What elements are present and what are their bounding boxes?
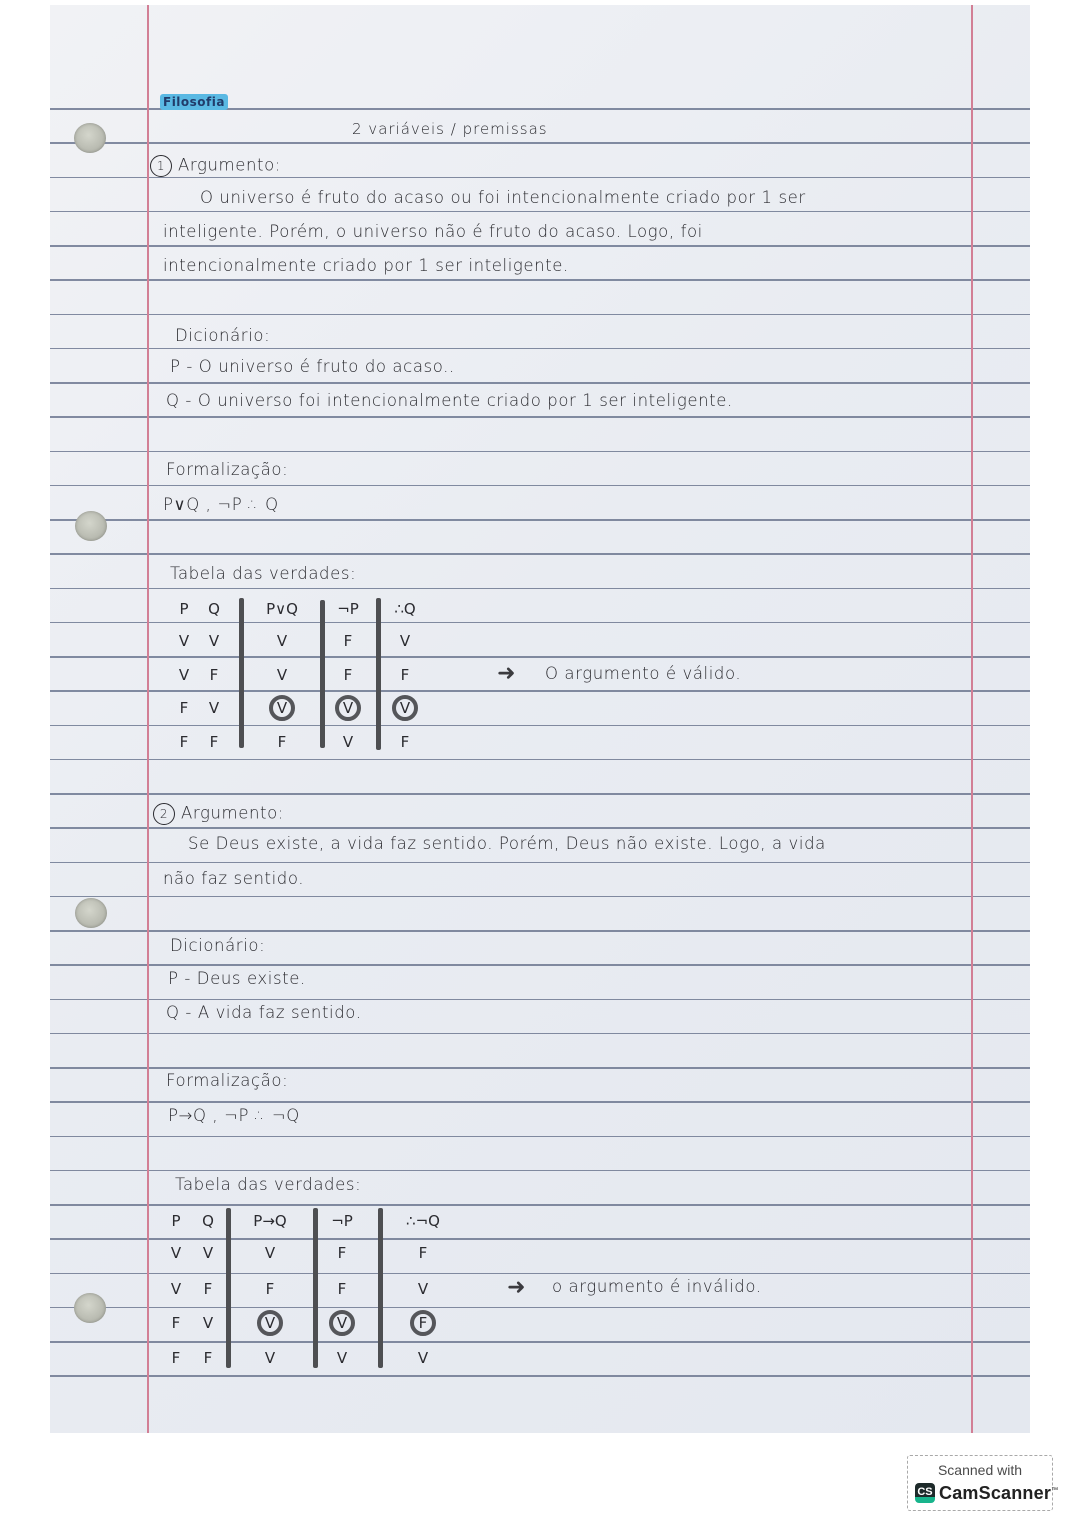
table-cell: V <box>336 1349 348 1367</box>
formalization-2-heading: Formalização: <box>166 1071 289 1090</box>
ruled-line <box>50 1067 1030 1069</box>
truth-table-2-heading: Tabela das verdades: <box>175 1175 362 1194</box>
ruled-line <box>50 1341 1030 1343</box>
table-cell: F <box>265 1280 275 1298</box>
circled-value-mark <box>269 695 295 721</box>
table-header-cell: ¬P <box>331 1212 353 1230</box>
argument-2-text-line: Se Deus existe, a vida faz sentido. Porém, Deus não existe. Logo, a vida <box>188 834 826 853</box>
table-cell: F <box>343 632 353 650</box>
table-cell: F <box>400 733 410 751</box>
ruled-line <box>50 827 1030 829</box>
table-cell: F <box>277 733 287 751</box>
table-cell: F <box>343 666 353 684</box>
ruled-line <box>50 896 1030 898</box>
table-cell: F <box>171 1349 181 1367</box>
truth-table-1-heading: Tabela das verdades: <box>170 564 357 583</box>
table-divider <box>239 598 244 748</box>
table-cell: V <box>264 1314 276 1332</box>
table-cell: V <box>342 733 354 751</box>
table-cell: F <box>418 1314 428 1332</box>
formalization-2-formula: P→Q , ¬P ∴ ¬Q <box>168 1106 300 1125</box>
table-cell: F <box>209 733 219 751</box>
table-cell: V <box>170 1280 182 1298</box>
table-divider <box>320 600 325 748</box>
ruled-line <box>50 314 1030 316</box>
ruled-line <box>50 553 1030 555</box>
ruled-line <box>50 622 1030 624</box>
punch-hole <box>74 1293 106 1323</box>
ruled-line <box>50 1375 1030 1377</box>
ruled-line <box>50 862 1030 864</box>
dictionary-1-entry-q: Q - O universo foi intencionalmente criado por 1 ser inteligente. <box>166 391 733 410</box>
table-divider <box>376 598 381 750</box>
table-cell: V <box>264 1244 276 1262</box>
ruled-line <box>50 348 1030 350</box>
ruled-line <box>50 279 1030 281</box>
ruled-line <box>50 1033 1030 1035</box>
dictionary-2-entry-p: P - Deus existe. <box>168 969 306 988</box>
table-cell: V <box>276 699 288 717</box>
table-cell: F <box>179 699 189 717</box>
ruled-line <box>50 245 1030 247</box>
dictionary-2-entry-q: Q - A vida faz sentido. <box>166 1003 362 1022</box>
table-cell: V <box>264 1349 276 1367</box>
table-header-cell: P∨Q <box>266 600 298 618</box>
subject-label: Filosofia <box>160 94 228 110</box>
table-header-cell: ∴¬Q <box>406 1212 440 1230</box>
table-header-cell: P <box>171 1212 181 1230</box>
table-cell: V <box>276 632 288 650</box>
circled-value-mark <box>392 695 418 721</box>
ruled-line <box>50 382 1030 384</box>
notebook-page <box>50 5 1030 1433</box>
table-cell: V <box>202 1244 214 1262</box>
table-cell: F <box>337 1280 347 1298</box>
number-badge: 2 <box>153 803 175 825</box>
ruled-line <box>50 930 1030 932</box>
punch-hole <box>75 898 107 928</box>
table-cell: F <box>400 666 410 684</box>
ruled-line <box>50 964 1030 966</box>
left-margin-line <box>147 5 149 1433</box>
formalization-1-formula: P∨Q , ¬P ∴ Q <box>163 495 279 514</box>
table-cell: V <box>208 699 220 717</box>
page-title: 2 variáveis / premissas <box>352 120 548 138</box>
ruled-line <box>50 1307 1030 1309</box>
right-margin-line <box>971 5 973 1433</box>
argument-1-text-line: O universo é fruto do acaso ou foi intencionalmente criado por 1 ser <box>200 188 806 207</box>
circled-value-mark <box>257 1310 283 1336</box>
camscanner-logo-icon: CS <box>915 1483 935 1503</box>
table-cell: V <box>202 1314 214 1332</box>
ruled-line <box>50 588 1030 590</box>
table-header-cell: P <box>179 600 189 618</box>
dictionary-2-heading: Dicionário: <box>170 936 266 955</box>
table-header-cell: Q <box>202 1212 214 1230</box>
ruled-line <box>50 1101 1030 1103</box>
table-cell: V <box>208 632 220 650</box>
circled-value-mark <box>335 695 361 721</box>
table-cell: F <box>337 1244 347 1262</box>
table-header-cell: ¬P <box>337 600 359 618</box>
dictionary-1-heading: Dicionário: <box>175 326 271 345</box>
table-cell: V <box>342 699 354 717</box>
table-cell: F <box>418 1244 428 1262</box>
ruled-line <box>50 519 1030 521</box>
watermark-brand: CamScanner™ <box>939 1483 1059 1503</box>
argument-1-heading: 1 Argumento: <box>150 155 281 177</box>
conclusion-2: o argumento é inválido. <box>552 1277 762 1296</box>
ruled-line <box>50 1170 1030 1172</box>
argument-2-heading: 2 Argumento: <box>153 803 284 825</box>
circled-value-mark <box>410 1310 436 1336</box>
table-cell: V <box>178 632 190 650</box>
formalization-1-heading: Formalização: <box>166 460 289 479</box>
ruled-line <box>50 759 1030 761</box>
ruled-line <box>50 485 1030 487</box>
argument-2-text-line: não faz sentido. <box>163 869 305 888</box>
table-cell: F <box>203 1349 213 1367</box>
table-cell: V <box>170 1244 182 1262</box>
ruled-line <box>50 1273 1030 1275</box>
number-badge: 1 <box>150 155 172 177</box>
circled-value-mark <box>329 1310 355 1336</box>
table-divider <box>226 1208 231 1368</box>
argument-1-text-line: intencionalmente criado por 1 ser inteligente. <box>163 256 569 275</box>
ruled-line <box>50 1204 1030 1206</box>
arrow-right-icon: ➜ <box>507 1275 526 1300</box>
table-cell: F <box>203 1280 213 1298</box>
table-cell: V <box>399 699 411 717</box>
table-header-cell: ∴Q <box>394 600 416 618</box>
table-cell: V <box>417 1280 429 1298</box>
arrow-right-icon: ➜ <box>497 661 516 686</box>
ruled-line <box>50 416 1030 418</box>
table-cell: F <box>171 1314 181 1332</box>
ruled-line <box>50 451 1030 453</box>
table-cell: V <box>336 1314 348 1332</box>
table-divider <box>378 1208 383 1368</box>
ruled-line <box>50 725 1030 727</box>
table-cell: V <box>276 666 288 684</box>
ruled-line <box>50 211 1030 213</box>
table-cell: V <box>178 666 190 684</box>
camscanner-watermark <box>907 1455 1059 1511</box>
argument-1-text-line: inteligente. Porém, o universo não é fruto do acaso. Logo, foi <box>163 222 703 241</box>
table-header-cell: P→Q <box>253 1212 287 1230</box>
ruled-line <box>50 999 1030 1001</box>
watermark-caption: Scanned with <box>937 1462 1023 1478</box>
ruled-line <box>50 690 1030 692</box>
conclusion-1: O argumento é válido. <box>545 664 742 683</box>
table-cell: V <box>417 1349 429 1367</box>
punch-hole <box>75 511 107 541</box>
punch-hole <box>74 123 106 153</box>
dictionary-1-entry-p: P - O universo é fruto do acaso.. <box>170 357 455 376</box>
table-header-cell: Q <box>208 600 220 618</box>
table-cell: V <box>399 632 411 650</box>
table-cell: F <box>179 733 189 751</box>
ruled-line <box>50 1136 1030 1138</box>
ruled-line <box>50 142 1030 144</box>
table-cell: F <box>209 666 219 684</box>
ruled-line <box>50 793 1030 795</box>
ruled-line <box>50 656 1030 658</box>
table-divider <box>313 1208 318 1368</box>
ruled-line <box>50 1238 1030 1240</box>
